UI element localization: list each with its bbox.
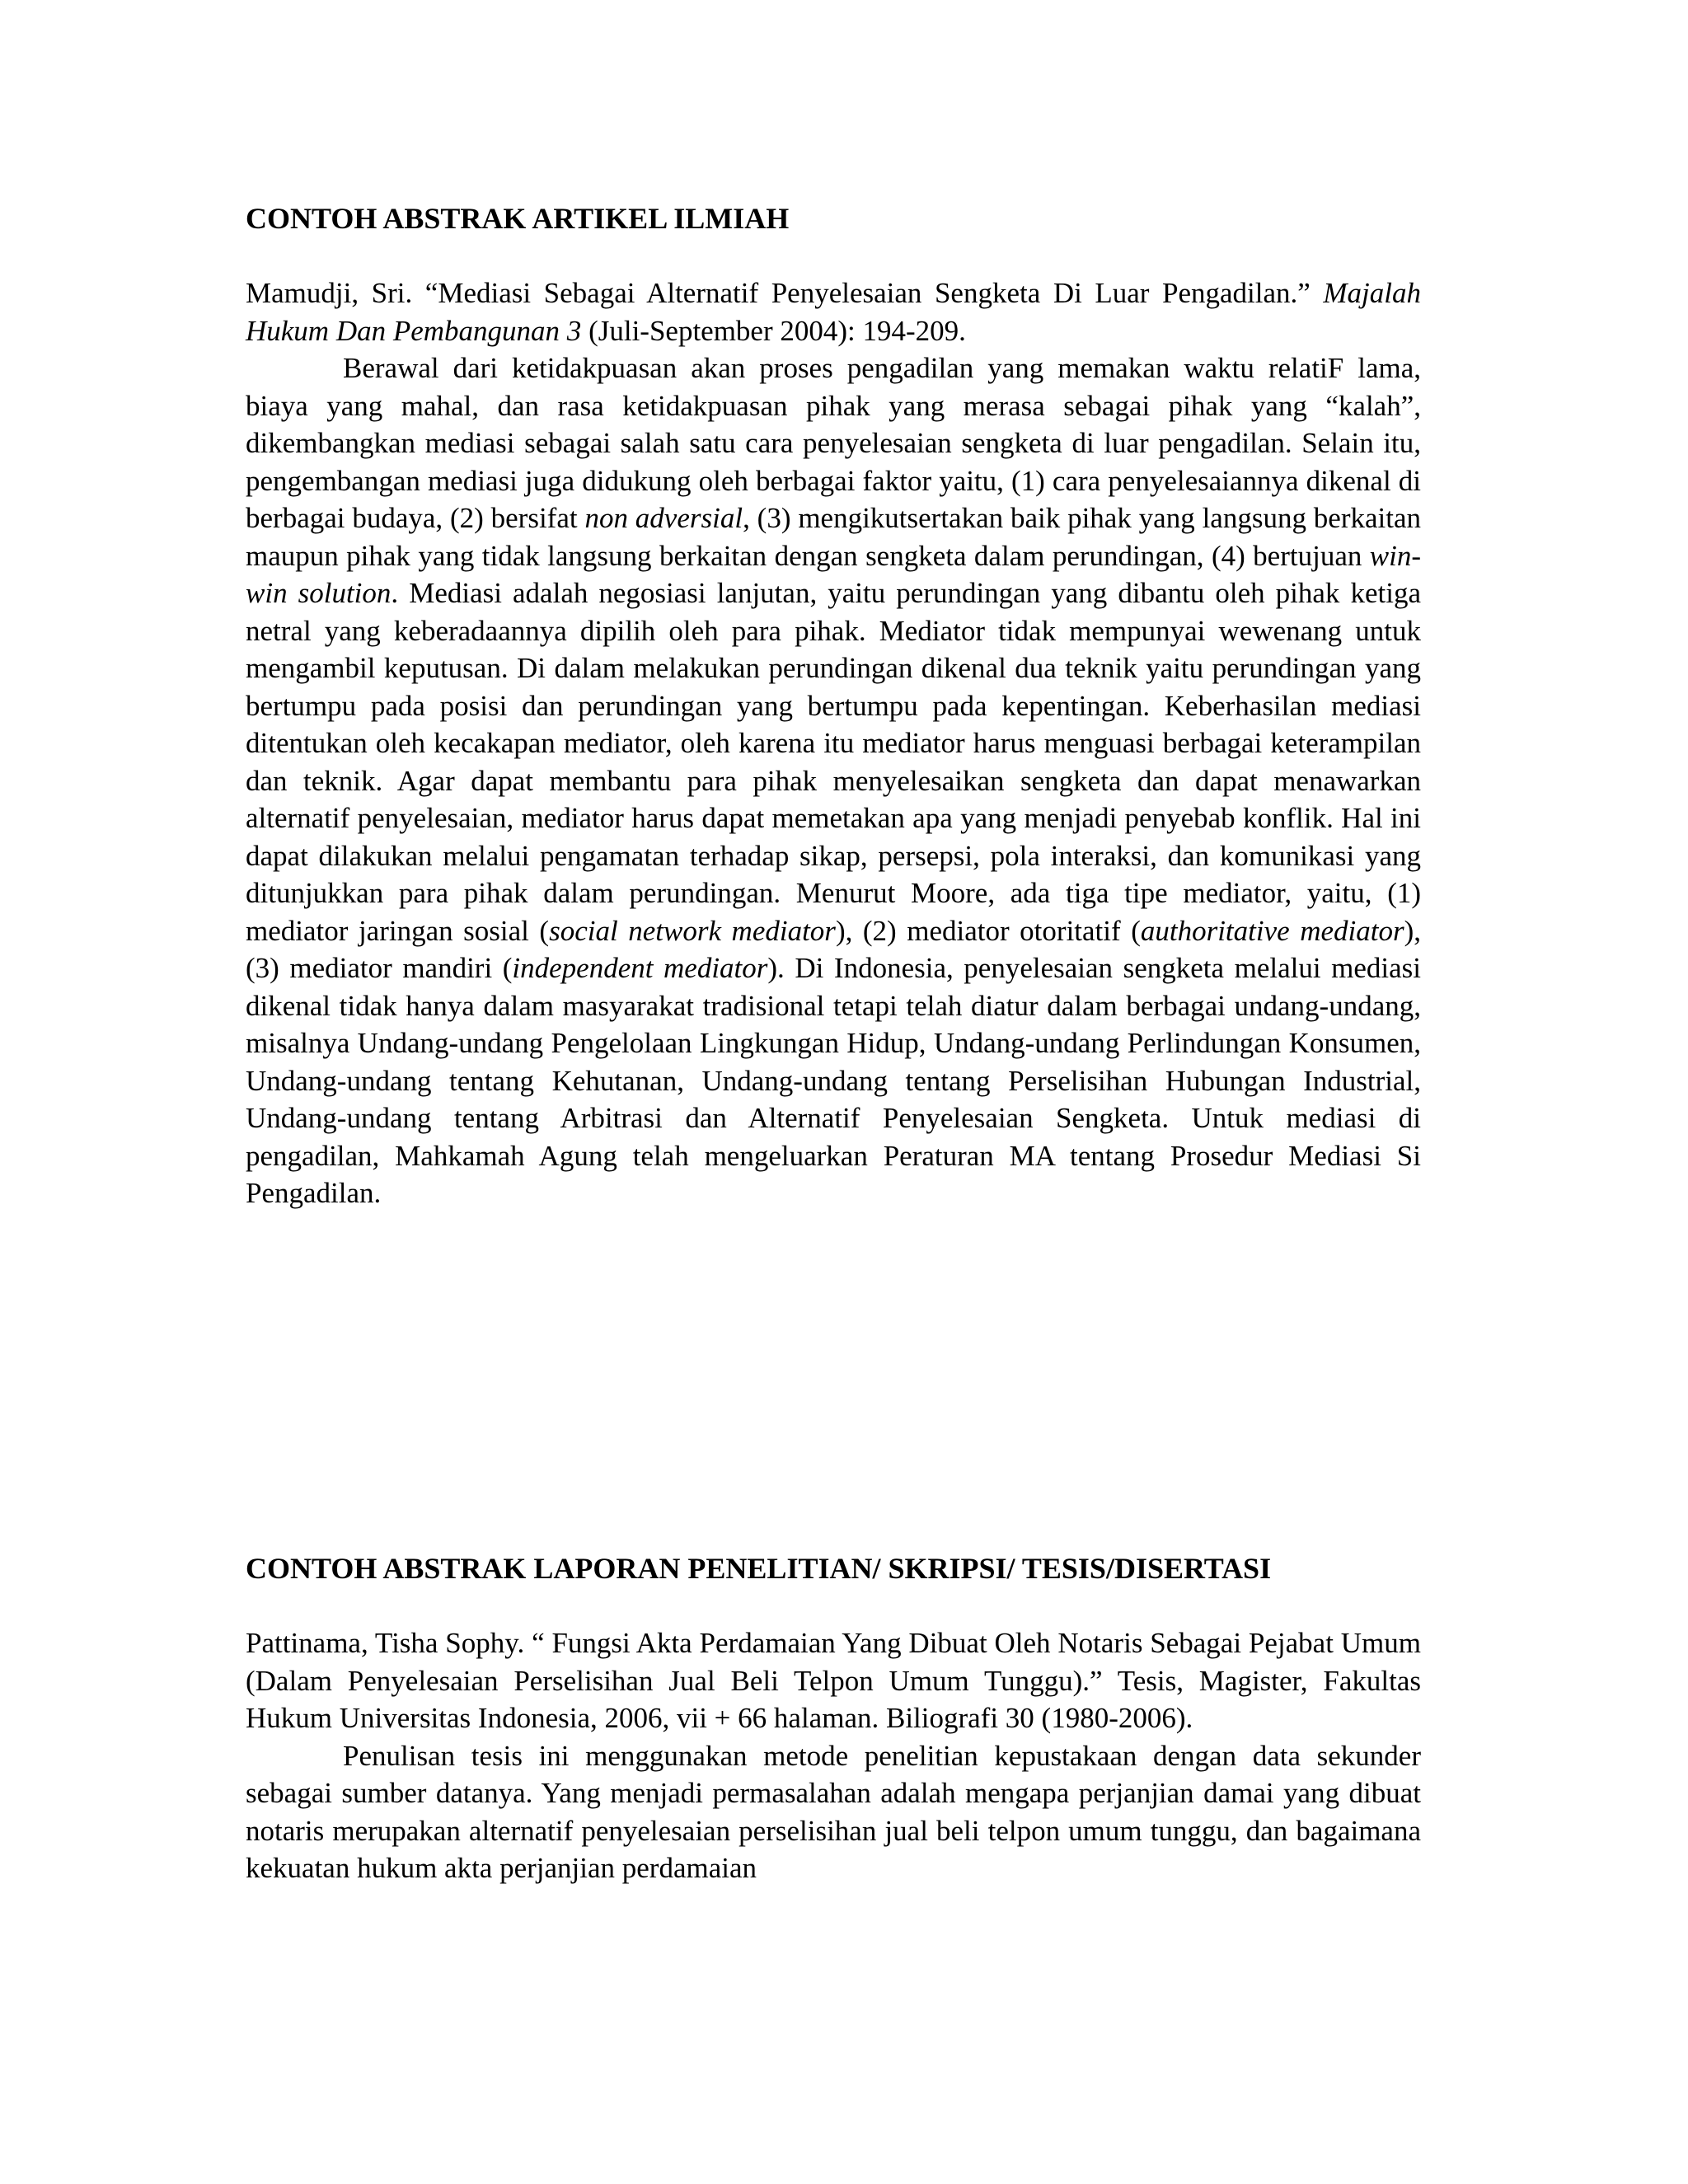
section-heading: CONTOH ABSTRAK ARTIKEL ILMIAH — [246, 202, 790, 235]
abstract-text: ), (2) mediator otoritatif ( — [835, 914, 1141, 947]
citation: Pattinama, Tisha Sophy. “ Fungsi Akta Perdamaian Yang Dibuat Oleh Notaris Sebagai Pejabat Umum (Dalam Penyelesaian Perselisihan Jual Beli Telpon Umum Tunggu).” Tesis, Magister, Fakultas Hukum Universitas Indonesia, 2006, vii + 66 halaman. Biliografi 30 (1980-2006). — [246, 1627, 1421, 1734]
citation — [246, 274, 1421, 349]
abstract-body: Penulisan tesis ini menggunakan metode penelitian kepustakaan dengan data sekunder sebagai sumber datanya. Yang menjadi permasalahan adalah mengapa perjanjian damai yang dibuat notaris merupakan alternatif penyelesaian perselisihan jual beli telpon umum tunggu, dan bagaimana kekuatan hukum akta perjanjian perdamaian — [246, 1739, 1421, 1884]
abstract-text: ), (3) mediator mandiri ( — [246, 914, 1422, 984]
abstract-section-thesis — [246, 1549, 1421, 1887]
abstract-italic-term: authoritative mediator — [1140, 914, 1404, 947]
abstract-text: . Mediasi adalah negosiasi lanjutan, yaitu perundingan yang dibantu oleh pihak ketiga netral yang keberadaannya dipilih oleh para pihak. Mediator tidak mempunyai wewenang untuk mengambil keputusan. Di dalam melakukan perundingan dikenal dua teknik yaitu perundingan yang bertumpu pada posisi dan perundingan yang bertumpu pada kepentingan. Keberhasilan mediasi ditentukan oleh kecakapan mediator, oleh karena itu mediator harus menguasi berbagai keterampilan dan teknik. Agar dapat membantu para pihak menyelesaikan sengketa dan dapat menawarkan alternatif penyelesaian, mediator harus dapat memetakan apa yang menjadi penyebab konflik. Hal ini dapat dilakukan melalui pengamatan terhadap sikap, persepsi, pola interaksi, dan komunikasi yang ditunjukkan para pihak dalam perundingan. Menurut Moore, ada tiga tipe mediator, yaitu, (1) mediator jaringan sosial ( — [246, 577, 1421, 947]
abstract-italic-term: win-win solution — [246, 539, 1421, 609]
abstract-italic-term: independent mediator — [512, 952, 768, 984]
abstract-text: ). Di Indonesia, penyelesaian sengketa melalui mediasi dikenal tidak hanya dalam masyarakat tradisional tetapi telah diatur dalam berbagai undang-undang, misalnya Undang-undang Pengelolaan Lingkungan Hidup, Undang-undang Perlindungan Konsumen, Undang-undang tentang Kehutanan, Undang-undang tentang Perselisihan Hubungan Industrial, Undang-undang tentang Arbitrasi dan Alternatif Penyelesaian Sengketa. Untuk mediasi di pengadilan, Mahkamah Agung telah mengeluarkan Peraturan MA tentang Prosedur Mediasi Si Pengadilan. — [246, 952, 1421, 1209]
citation-journal: Majalah Hukum Dan Pembangunan 3 — [246, 277, 1421, 347]
citation-issue: (Juli-September 2004): 194-209. — [581, 314, 966, 347]
abstract-text: , (3) mengikutsertakan baik pihak yang langsung berkaitan maupun pihak yang tidak langsung berkaitan dengan sengketa dalam perundingan, (4) bertujuan — [246, 502, 1421, 572]
section-heading: CONTOH ABSTRAK LAPORAN PENELITIAN/ SKRIPSI/ TESIS/DISERTASI — [246, 1552, 1272, 1585]
citation-author-title: Mamudji, Sri. “Mediasi Sebagai Alternatif Penyelesaian Sengketa Di Luar Pengadilan.” — [246, 277, 1311, 309]
abstract-italic-term: non adversial — [584, 502, 743, 534]
abstract-body — [246, 349, 1421, 1212]
abstract-italic-term: social network mediator — [549, 914, 836, 947]
abstract-text: Berawal dari ketidakpuasan akan proses pengadilan yang memakan waktu relatiF lama, biaya yang mahal, dan rasa ketidakpuasan pihak yang merasa sebagai pihak yang “kalah”, dikembangkan mediasi sebagai salah satu cara penyelesaian sengketa di luar pengadilan. Selain itu, pengembangan mediasi juga didukung oleh berbagai faktor yaitu, (1) cara penyelesaiannya dikenal di berbagai budaya, (2) bersifat — [246, 352, 1421, 534]
abstract-section-article — [246, 199, 1421, 1212]
